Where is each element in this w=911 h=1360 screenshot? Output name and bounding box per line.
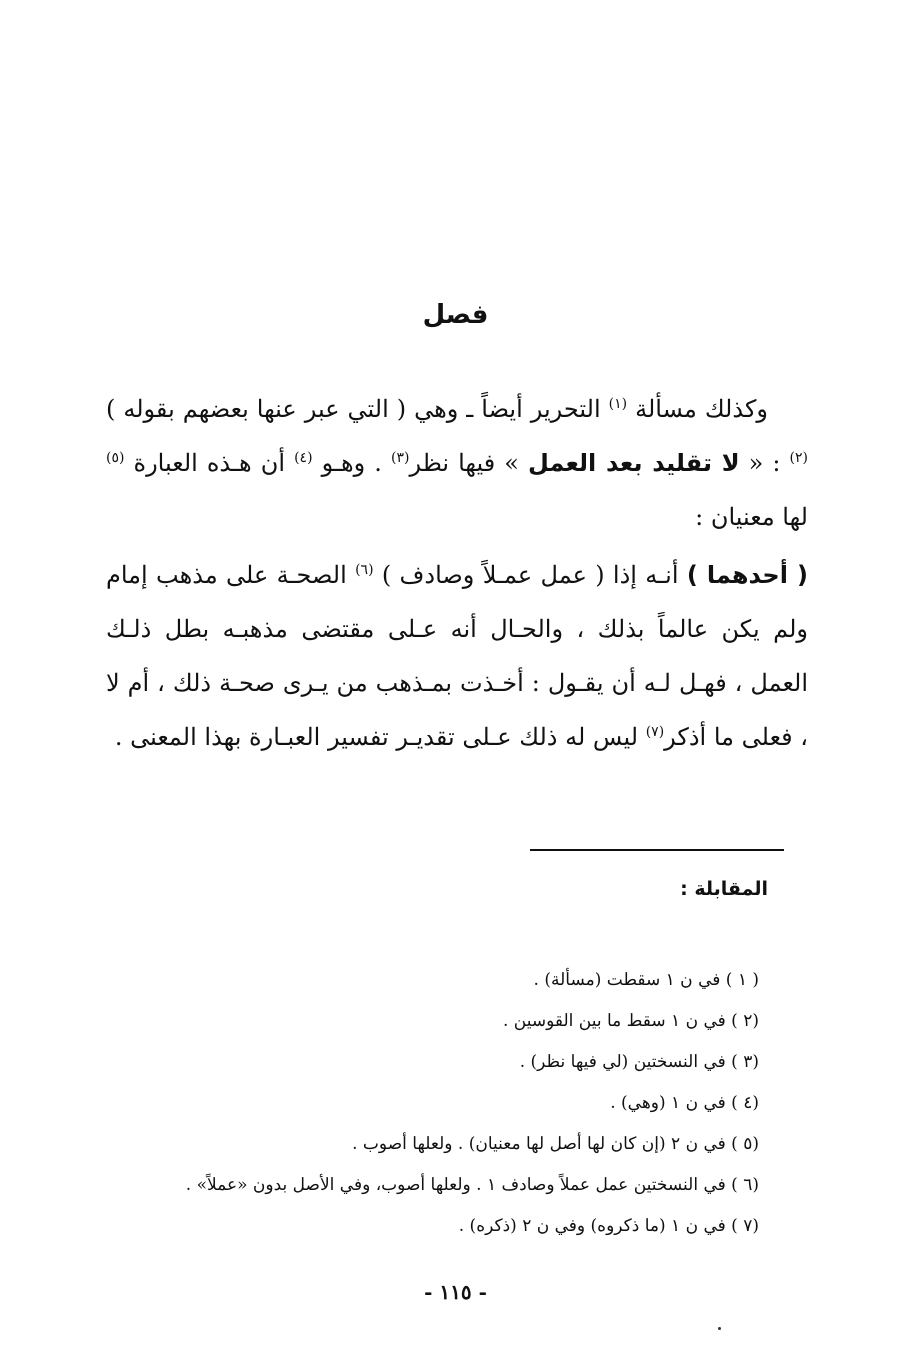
section-heading: فصل xyxy=(422,300,489,330)
p1-text: لها معنيان : xyxy=(695,503,808,531)
footnote-item: (٥ ) في ن ٢ (إن كان لها أصل لها معنيان) . ولعلها أصوب . xyxy=(352,1134,759,1154)
p2-text: ليس له ذلك عـلى تقديـر تفسير العبـارة بهذا المعنى . xyxy=(114,723,639,751)
footnote-ref-7: (٧) xyxy=(645,724,665,740)
scan-speck xyxy=(718,1327,721,1330)
footnote-ref-4: (٤) xyxy=(294,450,313,466)
paragraph-1 xyxy=(106,382,808,544)
footnote-ref-1: (١) xyxy=(608,396,628,412)
page-number: - ١١٥ - xyxy=(424,1280,487,1304)
paragraph-2 xyxy=(106,548,808,764)
p1-text: . وهـو xyxy=(321,449,382,477)
p1-text: وكذلك مسألة xyxy=(635,395,768,423)
p1-text: التحرير أيضاً ـ وهي ( التي عبر عنها بعضهم بقوله ) xyxy=(106,395,601,423)
p1-text: : « xyxy=(748,449,781,477)
footnote-separator xyxy=(530,849,784,851)
footnote-item: (٧ ) في ن ١ (ما ذكروه) وفي ن ٢ (ذكره) . xyxy=(458,1216,759,1236)
quoted-phrase: لا تقليد بعد العمل xyxy=(527,449,740,477)
footnote-ref-6: (٦) xyxy=(355,562,374,578)
footnote-ref-2: (٢) xyxy=(789,450,808,466)
footnote-list xyxy=(119,960,759,1247)
p2-text: الصحـة على مذهب إمام ولم يكن عالماً بذلك ، والحـال أنه عـلى مقتضى مذهبـه بطل ذلـك العمل ، فهـل لـه أن يقـول : أخـذت بمـذهب من يـرى صحـة ذلك ، أم لا ، فعلى ما أذكر xyxy=(106,561,808,751)
footnote-item: ( ١ ) في ن ١ سقطت (مسألة) . xyxy=(533,970,759,990)
footnote-ref-3: (٣) xyxy=(390,450,410,466)
footnote-ref-5: (٥) xyxy=(106,450,125,466)
footnote-item: (٦ ) في النسختين عمل عملاً وصادف ١ . ولعلها أصوب، وفي الأصل بدون «عملاً» . xyxy=(185,1175,759,1195)
footnote-item: (٤ ) في ن ١ (وهي) . xyxy=(610,1093,759,1113)
collation-heading: المقابلة : xyxy=(680,878,768,900)
p1-text: أن هـذه العبارة xyxy=(133,449,286,477)
p1-text: » فيها نظر xyxy=(409,449,519,477)
first-meaning-label: ( أحدهما ) xyxy=(686,561,808,589)
footnote-item: (٣ ) في النسختين (لي فيها نظر) . xyxy=(519,1052,759,1072)
footnote-item: (٢ ) في ن ١ سقط ما بين القوسين . xyxy=(502,1011,759,1031)
p2-text: أنـه إذا ( عمل عمـلاً وصادف ) xyxy=(381,561,679,589)
